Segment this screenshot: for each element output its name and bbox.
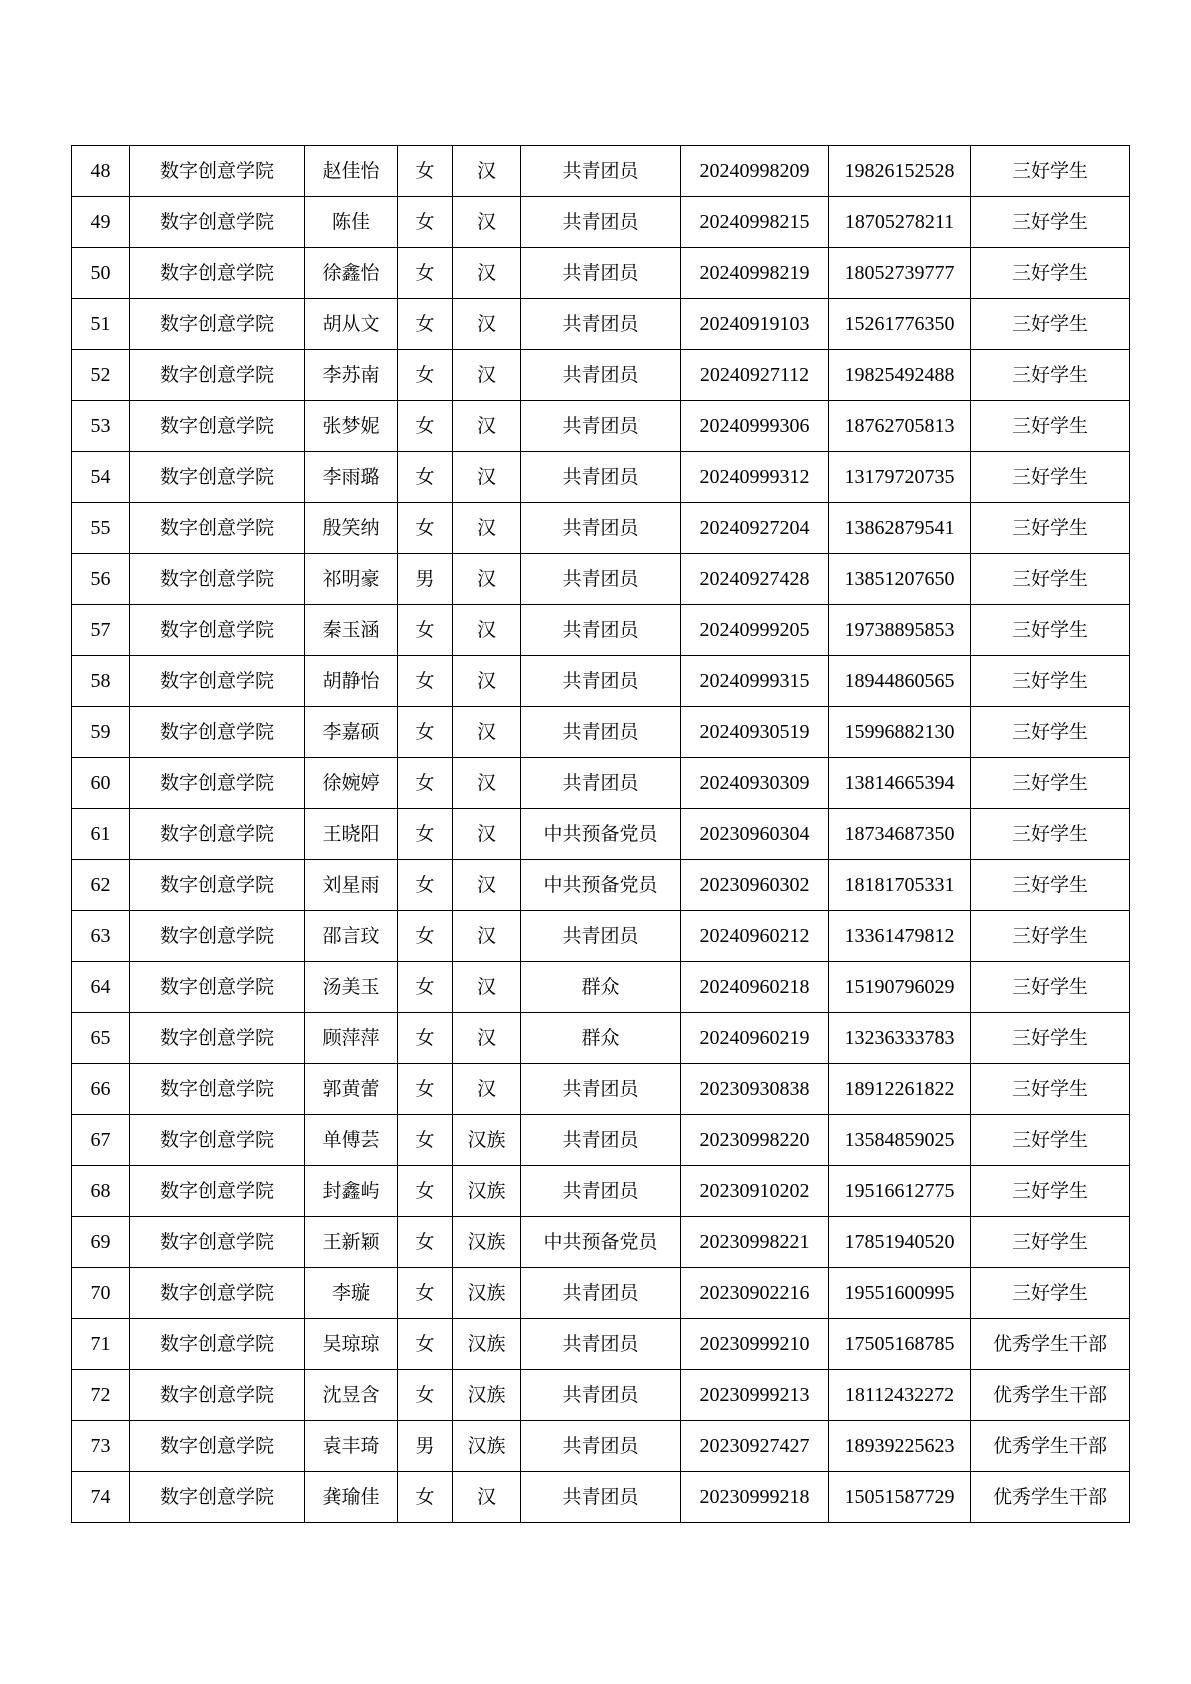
cell-phone: 15996882130 <box>829 707 971 758</box>
table-row <box>72 1472 1130 1523</box>
cell-political-status: 中共预备党员 <box>521 809 681 860</box>
cell-political-status: 共青团员 <box>521 656 681 707</box>
cell-gender: 女 <box>398 248 453 299</box>
cell-gender: 女 <box>398 299 453 350</box>
cell-award: 三好学生 <box>971 197 1130 248</box>
cell-student-id: 20230910202 <box>681 1166 829 1217</box>
cell-index: 54 <box>72 452 130 503</box>
cell-index: 62 <box>72 860 130 911</box>
cell-phone: 17851940520 <box>829 1217 971 1268</box>
cell-political-status: 共青团员 <box>521 911 681 962</box>
cell-name: 汤美玉 <box>305 962 398 1013</box>
cell-phone: 13584859025 <box>829 1115 971 1166</box>
cell-award: 优秀学生干部 <box>971 1421 1130 1472</box>
cell-student-id: 20240999312 <box>681 452 829 503</box>
cell-name: 殷笑纳 <box>305 503 398 554</box>
cell-gender: 女 <box>398 350 453 401</box>
cell-college: 数字创意学院 <box>130 911 305 962</box>
cell-political-status: 共青团员 <box>521 554 681 605</box>
cell-gender: 女 <box>398 656 453 707</box>
cell-student-id: 20240930309 <box>681 758 829 809</box>
cell-ethnicity: 汉 <box>453 401 521 452</box>
student-award-table <box>71 145 1130 1523</box>
cell-student-id: 20230999218 <box>681 1472 829 1523</box>
cell-student-id: 20240998219 <box>681 248 829 299</box>
table-row <box>72 452 1130 503</box>
cell-college: 数字创意学院 <box>130 350 305 401</box>
cell-ethnicity: 汉 <box>453 248 521 299</box>
cell-ethnicity: 汉 <box>453 707 521 758</box>
cell-award: 三好学生 <box>971 1013 1130 1064</box>
cell-ethnicity: 汉族 <box>453 1217 521 1268</box>
cell-award: 三好学生 <box>971 248 1130 299</box>
cell-gender: 女 <box>398 809 453 860</box>
cell-college: 数字创意学院 <box>130 197 305 248</box>
cell-college: 数字创意学院 <box>130 554 305 605</box>
cell-political-status: 共青团员 <box>521 350 681 401</box>
table-row <box>72 1370 1130 1421</box>
cell-college: 数字创意学院 <box>130 503 305 554</box>
cell-college: 数字创意学院 <box>130 1268 305 1319</box>
cell-phone: 19826152528 <box>829 146 971 197</box>
cell-name: 胡从文 <box>305 299 398 350</box>
table-row <box>72 605 1130 656</box>
cell-award: 三好学生 <box>971 1115 1130 1166</box>
table-row <box>72 962 1130 1013</box>
cell-gender: 女 <box>398 452 453 503</box>
table-row <box>72 1115 1130 1166</box>
cell-student-id: 20230999213 <box>681 1370 829 1421</box>
cell-index: 52 <box>72 350 130 401</box>
cell-index: 50 <box>72 248 130 299</box>
cell-ethnicity: 汉 <box>453 350 521 401</box>
cell-award: 三好学生 <box>971 401 1130 452</box>
table-row <box>72 1166 1130 1217</box>
cell-college: 数字创意学院 <box>130 146 305 197</box>
table-row <box>72 401 1130 452</box>
cell-name: 袁丰琦 <box>305 1421 398 1472</box>
cell-student-id: 20230930838 <box>681 1064 829 1115</box>
cell-index: 63 <box>72 911 130 962</box>
table-row <box>72 350 1130 401</box>
cell-ethnicity: 汉 <box>453 758 521 809</box>
cell-index: 73 <box>72 1421 130 1472</box>
table-row <box>72 860 1130 911</box>
cell-political-status: 共青团员 <box>521 1064 681 1115</box>
cell-phone: 18181705331 <box>829 860 971 911</box>
cell-phone: 18762705813 <box>829 401 971 452</box>
cell-political-status: 共青团员 <box>521 1421 681 1472</box>
table-row <box>72 1268 1130 1319</box>
cell-college: 数字创意学院 <box>130 1319 305 1370</box>
cell-phone: 15051587729 <box>829 1472 971 1523</box>
cell-student-id: 20230960304 <box>681 809 829 860</box>
cell-gender: 女 <box>398 962 453 1013</box>
cell-award: 三好学生 <box>971 605 1130 656</box>
cell-political-status: 共青团员 <box>521 707 681 758</box>
cell-award: 三好学生 <box>971 1064 1130 1115</box>
cell-gender: 女 <box>398 197 453 248</box>
cell-gender: 女 <box>398 1217 453 1268</box>
cell-ethnicity: 汉 <box>453 656 521 707</box>
cell-name: 邵言玟 <box>305 911 398 962</box>
cell-phone: 18734687350 <box>829 809 971 860</box>
cell-college: 数字创意学院 <box>130 1472 305 1523</box>
cell-political-status: 共青团员 <box>521 605 681 656</box>
cell-college: 数字创意学院 <box>130 707 305 758</box>
table-row <box>72 1217 1130 1268</box>
cell-name: 李雨璐 <box>305 452 398 503</box>
cell-political-status: 共青团员 <box>521 1268 681 1319</box>
cell-name: 张梦妮 <box>305 401 398 452</box>
cell-award: 三好学生 <box>971 860 1130 911</box>
cell-ethnicity: 汉 <box>453 860 521 911</box>
cell-college: 数字创意学院 <box>130 656 305 707</box>
cell-index: 65 <box>72 1013 130 1064</box>
cell-name: 刘星雨 <box>305 860 398 911</box>
cell-phone: 13236333783 <box>829 1013 971 1064</box>
cell-ethnicity: 汉 <box>453 146 521 197</box>
cell-gender: 女 <box>398 707 453 758</box>
cell-phone: 19738895853 <box>829 605 971 656</box>
cell-phone: 19551600995 <box>829 1268 971 1319</box>
cell-gender: 女 <box>398 1472 453 1523</box>
cell-ethnicity: 汉族 <box>453 1370 521 1421</box>
cell-award: 优秀学生干部 <box>971 1319 1130 1370</box>
cell-student-id: 20230998221 <box>681 1217 829 1268</box>
cell-award: 优秀学生干部 <box>971 1472 1130 1523</box>
cell-phone: 18705278211 <box>829 197 971 248</box>
cell-name: 吴琼琼 <box>305 1319 398 1370</box>
cell-ethnicity: 汉 <box>453 809 521 860</box>
cell-phone: 15190796029 <box>829 962 971 1013</box>
table-row <box>72 554 1130 605</box>
cell-phone: 13851207650 <box>829 554 971 605</box>
cell-phone: 13361479812 <box>829 911 971 962</box>
cell-index: 48 <box>72 146 130 197</box>
cell-name: 祁明豪 <box>305 554 398 605</box>
cell-student-id: 20240927112 <box>681 350 829 401</box>
cell-gender: 女 <box>398 1319 453 1370</box>
cell-award: 三好学生 <box>971 962 1130 1013</box>
cell-ethnicity: 汉族 <box>453 1268 521 1319</box>
cell-political-status: 群众 <box>521 1013 681 1064</box>
cell-gender: 女 <box>398 605 453 656</box>
cell-name: 沈昱含 <box>305 1370 398 1421</box>
cell-college: 数字创意学院 <box>130 1013 305 1064</box>
cell-ethnicity: 汉 <box>453 962 521 1013</box>
cell-name: 李苏南 <box>305 350 398 401</box>
cell-name: 胡静怡 <box>305 656 398 707</box>
cell-name: 王晓阳 <box>305 809 398 860</box>
table-row <box>72 146 1130 197</box>
cell-gender: 女 <box>398 401 453 452</box>
cell-index: 51 <box>72 299 130 350</box>
cell-phone: 19825492488 <box>829 350 971 401</box>
cell-political-status: 中共预备党员 <box>521 1217 681 1268</box>
cell-phone: 19516612775 <box>829 1166 971 1217</box>
cell-ethnicity: 汉 <box>453 554 521 605</box>
cell-award: 三好学生 <box>971 299 1130 350</box>
cell-political-status: 共青团员 <box>521 401 681 452</box>
cell-phone: 18112432272 <box>829 1370 971 1421</box>
cell-student-id: 20240919103 <box>681 299 829 350</box>
cell-political-status: 共青团员 <box>521 197 681 248</box>
cell-gender: 女 <box>398 503 453 554</box>
cell-student-id: 20230999210 <box>681 1319 829 1370</box>
cell-gender: 女 <box>398 860 453 911</box>
cell-political-status: 共青团员 <box>521 146 681 197</box>
cell-college: 数字创意学院 <box>130 1166 305 1217</box>
cell-award: 三好学生 <box>971 1166 1130 1217</box>
cell-college: 数字创意学院 <box>130 1421 305 1472</box>
cell-name: 徐婉婷 <box>305 758 398 809</box>
cell-political-status: 群众 <box>521 962 681 1013</box>
cell-student-id: 20240930519 <box>681 707 829 758</box>
cell-gender: 女 <box>398 1115 453 1166</box>
cell-phone: 13814665394 <box>829 758 971 809</box>
cell-name: 陈佳 <box>305 197 398 248</box>
cell-political-status: 共青团员 <box>521 758 681 809</box>
cell-index: 66 <box>72 1064 130 1115</box>
cell-political-status: 共青团员 <box>521 1319 681 1370</box>
cell-college: 数字创意学院 <box>130 1370 305 1421</box>
cell-college: 数字创意学院 <box>130 452 305 503</box>
cell-index: 61 <box>72 809 130 860</box>
cell-phone: 13862879541 <box>829 503 971 554</box>
cell-gender: 女 <box>398 1064 453 1115</box>
table-row <box>72 758 1130 809</box>
cell-phone: 18939225623 <box>829 1421 971 1472</box>
cell-ethnicity: 汉族 <box>453 1166 521 1217</box>
cell-index: 74 <box>72 1472 130 1523</box>
cell-gender: 男 <box>398 554 453 605</box>
cell-gender: 女 <box>398 1370 453 1421</box>
table-row <box>72 1319 1130 1370</box>
cell-gender: 女 <box>398 758 453 809</box>
cell-ethnicity: 汉族 <box>453 1115 521 1166</box>
table-row <box>72 1013 1130 1064</box>
cell-phone: 17505168785 <box>829 1319 971 1370</box>
cell-student-id: 20240998209 <box>681 146 829 197</box>
cell-college: 数字创意学院 <box>130 1064 305 1115</box>
table-row <box>72 1421 1130 1472</box>
cell-name: 顾萍萍 <box>305 1013 398 1064</box>
cell-political-status: 共青团员 <box>521 452 681 503</box>
table-row <box>72 809 1130 860</box>
cell-award: 三好学生 <box>971 554 1130 605</box>
cell-ethnicity: 汉 <box>453 197 521 248</box>
cell-index: 58 <box>72 656 130 707</box>
cell-ethnicity: 汉 <box>453 1013 521 1064</box>
table-body <box>72 146 1130 1523</box>
cell-index: 55 <box>72 503 130 554</box>
cell-award: 三好学生 <box>971 452 1130 503</box>
cell-student-id: 20230960302 <box>681 860 829 911</box>
cell-student-id: 20230998220 <box>681 1115 829 1166</box>
cell-student-id: 20240960212 <box>681 911 829 962</box>
cell-gender: 女 <box>398 1166 453 1217</box>
cell-ethnicity: 汉 <box>453 605 521 656</box>
cell-political-status: 共青团员 <box>521 248 681 299</box>
cell-award: 三好学生 <box>971 1217 1130 1268</box>
cell-gender: 女 <box>398 1268 453 1319</box>
cell-student-id: 20240999315 <box>681 656 829 707</box>
cell-phone: 18944860565 <box>829 656 971 707</box>
cell-college: 数字创意学院 <box>130 860 305 911</box>
cell-name: 王新颖 <box>305 1217 398 1268</box>
cell-index: 70 <box>72 1268 130 1319</box>
cell-gender: 女 <box>398 146 453 197</box>
cell-ethnicity: 汉 <box>453 503 521 554</box>
cell-college: 数字创意学院 <box>130 1217 305 1268</box>
cell-student-id: 20240927204 <box>681 503 829 554</box>
cell-phone: 15261776350 <box>829 299 971 350</box>
cell-political-status: 共青团员 <box>521 503 681 554</box>
cell-political-status: 共青团员 <box>521 299 681 350</box>
cell-name: 龚瑜佳 <box>305 1472 398 1523</box>
table-row <box>72 911 1130 962</box>
cell-phone: 13179720735 <box>829 452 971 503</box>
cell-index: 71 <box>72 1319 130 1370</box>
table-row <box>72 707 1130 758</box>
cell-index: 59 <box>72 707 130 758</box>
cell-name: 秦玉涵 <box>305 605 398 656</box>
table-row <box>72 503 1130 554</box>
cell-index: 60 <box>72 758 130 809</box>
cell-index: 67 <box>72 1115 130 1166</box>
cell-award: 三好学生 <box>971 656 1130 707</box>
cell-ethnicity: 汉 <box>453 1472 521 1523</box>
cell-college: 数字创意学院 <box>130 1115 305 1166</box>
cell-college: 数字创意学院 <box>130 605 305 656</box>
table-row <box>72 248 1130 299</box>
cell-name: 单傅芸 <box>305 1115 398 1166</box>
cell-index: 69 <box>72 1217 130 1268</box>
cell-gender: 男 <box>398 1421 453 1472</box>
cell-name: 徐鑫怡 <box>305 248 398 299</box>
table-row <box>72 197 1130 248</box>
cell-political-status: 共青团员 <box>521 1166 681 1217</box>
cell-phone: 18912261822 <box>829 1064 971 1115</box>
cell-gender: 女 <box>398 1013 453 1064</box>
cell-student-id: 20230927427 <box>681 1421 829 1472</box>
cell-index: 57 <box>72 605 130 656</box>
cell-ethnicity: 汉族 <box>453 1421 521 1472</box>
table-row <box>72 656 1130 707</box>
cell-college: 数字创意学院 <box>130 962 305 1013</box>
cell-name: 郭黄蕾 <box>305 1064 398 1115</box>
cell-award: 优秀学生干部 <box>971 1370 1130 1421</box>
cell-index: 56 <box>72 554 130 605</box>
cell-college: 数字创意学院 <box>130 248 305 299</box>
cell-index: 68 <box>72 1166 130 1217</box>
cell-college: 数字创意学院 <box>130 401 305 452</box>
cell-gender: 女 <box>398 911 453 962</box>
cell-name: 封鑫屿 <box>305 1166 398 1217</box>
cell-college: 数字创意学院 <box>130 809 305 860</box>
cell-political-status: 共青团员 <box>521 1115 681 1166</box>
cell-award: 三好学生 <box>971 707 1130 758</box>
cell-award: 三好学生 <box>971 350 1130 401</box>
cell-award: 三好学生 <box>971 1268 1130 1319</box>
cell-student-id: 20240999205 <box>681 605 829 656</box>
cell-name: 李嘉硕 <box>305 707 398 758</box>
cell-student-id: 20240999306 <box>681 401 829 452</box>
cell-student-id: 20240960218 <box>681 962 829 1013</box>
cell-award: 三好学生 <box>971 758 1130 809</box>
cell-ethnicity: 汉 <box>453 299 521 350</box>
cell-index: 72 <box>72 1370 130 1421</box>
cell-phone: 18052739777 <box>829 248 971 299</box>
cell-award: 三好学生 <box>971 503 1130 554</box>
cell-index: 64 <box>72 962 130 1013</box>
cell-award: 三好学生 <box>971 146 1130 197</box>
cell-student-id: 20240998215 <box>681 197 829 248</box>
cell-award: 三好学生 <box>971 911 1130 962</box>
cell-ethnicity: 汉 <box>453 1064 521 1115</box>
cell-name: 李璇 <box>305 1268 398 1319</box>
cell-political-status: 共青团员 <box>521 1370 681 1421</box>
cell-student-id: 20230902216 <box>681 1268 829 1319</box>
cell-political-status: 共青团员 <box>521 1472 681 1523</box>
cell-index: 53 <box>72 401 130 452</box>
cell-index: 49 <box>72 197 130 248</box>
cell-ethnicity: 汉族 <box>453 1319 521 1370</box>
cell-college: 数字创意学院 <box>130 299 305 350</box>
cell-name: 赵佳怡 <box>305 146 398 197</box>
table-row <box>72 299 1130 350</box>
cell-political-status: 中共预备党员 <box>521 860 681 911</box>
cell-ethnicity: 汉 <box>453 911 521 962</box>
cell-student-id: 20240927428 <box>681 554 829 605</box>
cell-student-id: 20240960219 <box>681 1013 829 1064</box>
table-row <box>72 1064 1130 1115</box>
cell-ethnicity: 汉 <box>453 452 521 503</box>
cell-college: 数字创意学院 <box>130 758 305 809</box>
cell-award: 三好学生 <box>971 809 1130 860</box>
